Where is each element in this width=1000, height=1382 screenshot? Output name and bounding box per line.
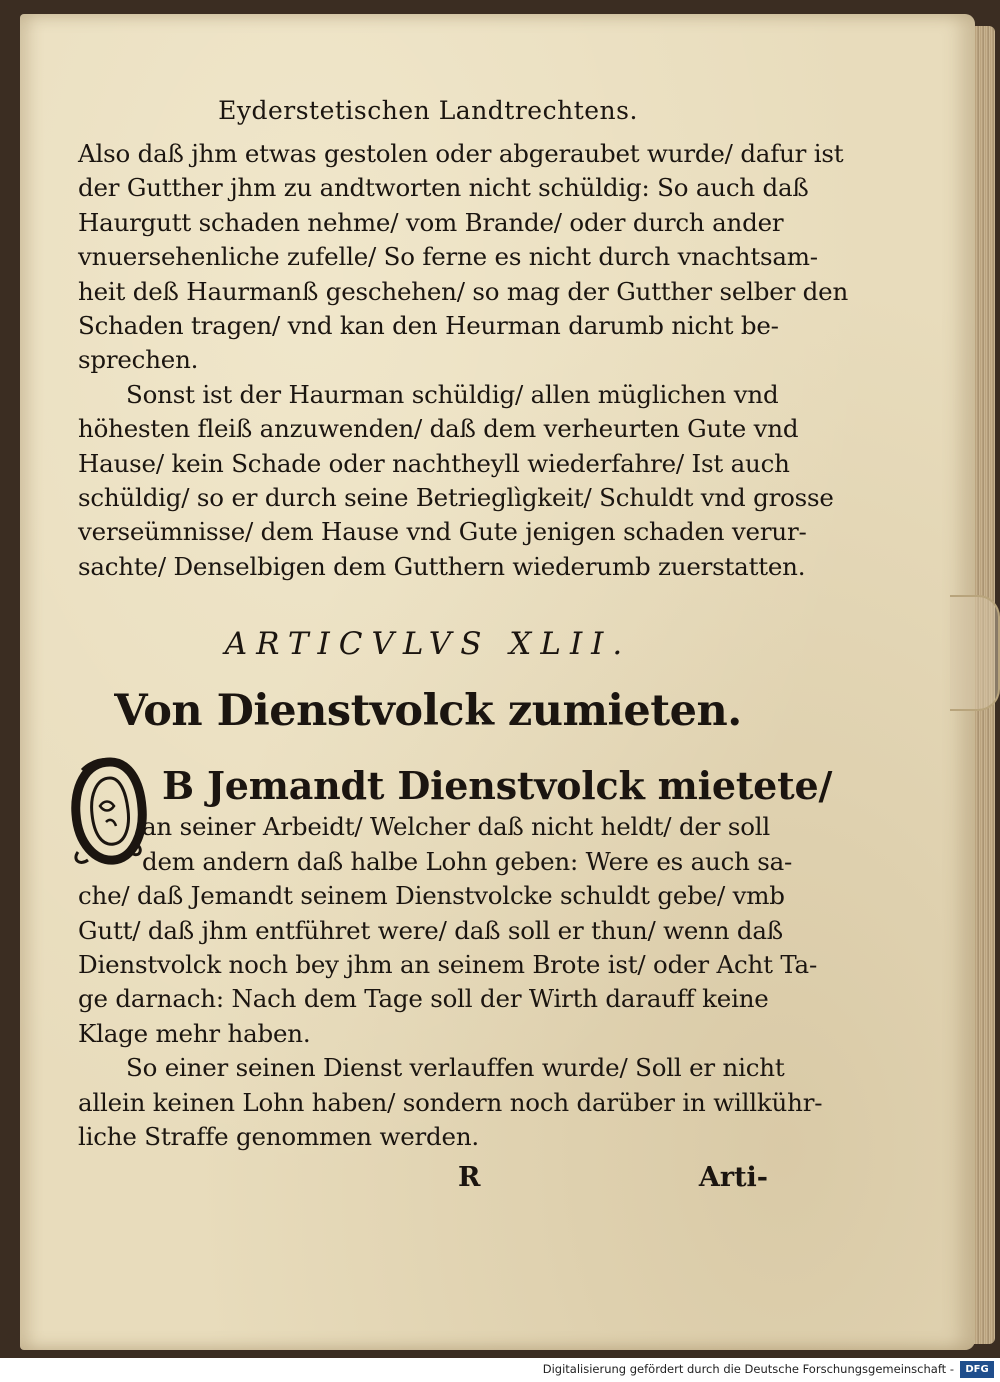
paragraph-3 xyxy=(78,762,833,1051)
text-line: sprechen. xyxy=(78,345,199,375)
text-line: Haurgutt schaden nehme/ vom Brande/ oder durch ander xyxy=(78,207,784,237)
text-line: schüldig/ so er durch seine Betrieglìgkeit/ Schuldt vnd grosse xyxy=(78,483,834,513)
text-line: vnuersehenliche zufelle/ So ferne es nicht durch vnachtsam- xyxy=(78,242,818,272)
digitization-footer-bar xyxy=(0,1358,1000,1382)
text-block xyxy=(78,96,849,1208)
text-line: der Gutther jhm zu andtworten nicht schüldig: So auch daß xyxy=(78,173,809,203)
text-line: Gutt/ daß jhm entführet were/ daß soll er thun/ wenn daß xyxy=(78,915,783,945)
first-line-large: B Jemandt Dienstvolck mietete/ xyxy=(162,763,833,809)
catchword: Arti- xyxy=(698,1162,768,1194)
paragraph-1 xyxy=(78,137,849,378)
ornamental-initial-o-icon xyxy=(70,756,148,868)
text-line: Sonst ist der Haurman schüldig/ allen müglichen vnd xyxy=(126,379,779,409)
text-line: Also daß jhm etwas gestolen oder abgeraubet wurde/ dafur ist xyxy=(78,139,844,168)
paragraph-4 xyxy=(78,1051,823,1154)
text-line: sachte/ Denselbigen dem Gutthern wiederumb zuerstatten. xyxy=(78,551,806,581)
text-line: höhesten fleiß anzuwenden/ daß dem verheurten Gute vnd xyxy=(78,414,799,444)
text-line: heit deß Haurmanß geschehen/ so mag der Gutther selber den xyxy=(78,276,849,306)
text-line: verseümnisse/ dem Hause vnd Gute jenigen schaden verur- xyxy=(78,517,807,547)
dfg-logo: DFG xyxy=(960,1361,994,1378)
text-line: Dienstvolck noch bey jhm an seinem Brote ist/ oder Acht Ta- xyxy=(78,949,818,979)
text-line: an seiner Arbeidt/ Welcher daß nicht heldt/ der soll xyxy=(142,812,771,842)
text-line: Klage mehr haben. xyxy=(78,1018,311,1048)
running-head: Eyderstetischen Landtrechtens. xyxy=(218,96,638,125)
text-line: ge darnach: Nach dem Tage soll der Wirth darauff keine xyxy=(78,984,769,1014)
text-line: liche Straffe genommen werden. xyxy=(78,1121,480,1151)
text-line: Schaden tragen/ vnd kan den Heurman darumb nicht be- xyxy=(78,311,779,341)
text-line: Hause/ kein Schade oder nachtheyll wiederfahre/ Ist auch xyxy=(78,448,790,478)
text-line: allein keinen Lohn haben/ sondern noch darüber in willkühr- xyxy=(78,1087,823,1117)
article-number: ARTICVLVS XLII. xyxy=(224,626,632,663)
text-line: So einer seinen Dienst verlauffen wurde/ Soll er nicht xyxy=(126,1053,785,1083)
signature-mark: R xyxy=(458,1162,481,1194)
page-tab-marker xyxy=(950,595,1000,711)
text-line: dem andern daß halbe Lohn geben: Were es auch sa- xyxy=(142,846,793,876)
page-footer xyxy=(78,1162,778,1208)
funding-notice: Digitalisierung gefördert durch die Deutsche Forschungsgemeinschaft - xyxy=(542,1362,954,1376)
text-line: che/ daß Jemandt seinem Dienstvolcke schuldt gebe/ vmb xyxy=(78,881,785,911)
paragraph-2 xyxy=(78,378,834,584)
section-heading: Von Dienstvolck zumieten. xyxy=(114,686,742,737)
